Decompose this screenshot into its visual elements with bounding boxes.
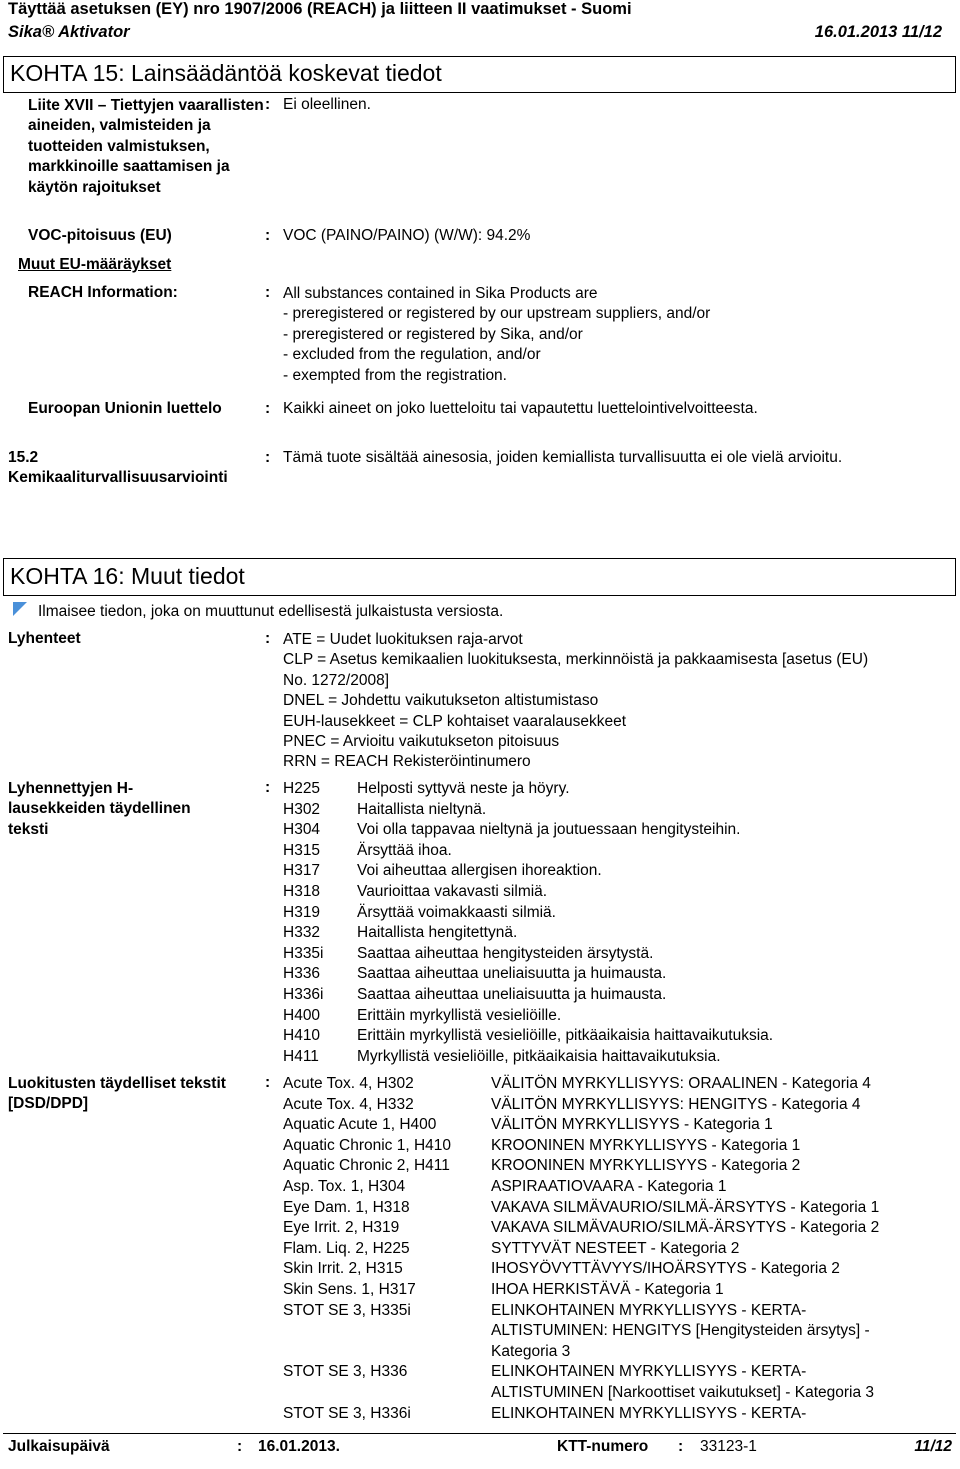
regulation-header: Täyttää asetuksen (EY) nro 1907/2006 (REACH) ja liitteen II vaatimukset - Suomi: [8, 0, 632, 18]
classification-row: [283, 1095, 953, 1116]
classification-text: Kategoria 3: [491, 1342, 571, 1360]
classification-text: ALTISTUMINEN: HENGITYS [Hengitysteiden ärsytys] -: [491, 1322, 870, 1340]
ktt-colon: :: [678, 1438, 684, 1455]
abbr-line: ATE = Uudet luokituksen raja-arvot: [283, 631, 523, 648]
classification-row: [283, 1218, 953, 1239]
h-code: H411: [283, 1047, 319, 1065]
h-code: H335i: [283, 944, 324, 962]
reach-label: REACH Information:: [28, 284, 178, 301]
csa-label: Kemikaaliturvallisuusarviointi: [8, 469, 228, 486]
abbreviations-label: Lyhenteet: [8, 630, 81, 647]
h-statement-row: [283, 1026, 943, 1047]
h-statement-row: [283, 985, 943, 1006]
h-text: Voi olla tappavaa nieltynä ja joutuessaan hengitysteihin.: [357, 821, 741, 839]
issue-date-label: Julkaisupäivä: [8, 1438, 110, 1455]
classification-row: [283, 1156, 953, 1177]
classification-code: Eye Dam. 1, H318: [283, 1198, 410, 1216]
reach-line: - exempted from the registration.: [283, 366, 507, 384]
h-statement-row: [283, 882, 943, 903]
abbr-line: CLP = Asetus kemikaalien luokituksesta, merkinnöistä ja pakkaamisesta [asetus (EU): [283, 651, 869, 669]
classification-code: STOT SE 3, H336i: [283, 1404, 411, 1422]
classification-text: KROONINEN MYRKYLLISYYS - Kategoria 2: [491, 1157, 801, 1175]
classification-text: ALTISTUMINEN [Narkoottiset vaikutukset] - Kategoria 3: [491, 1383, 875, 1401]
h-text: Saattaa aiheuttaa uneliaisuutta ja huimausta.: [357, 965, 667, 983]
classification-code: Acute Tox. 4, H302: [283, 1075, 414, 1092]
classification-code: Flam. Liq. 2, H225: [283, 1239, 410, 1257]
ktt-label: KTT-numero: [557, 1438, 649, 1455]
classification-text: ELINKOHTAINEN MYRKYLLISYYS - KERTA-: [491, 1363, 807, 1381]
annex-xvii-value: Ei oleellinen.: [283, 96, 371, 113]
abbr-line: RRN = REACH Rekisteröintinumero: [283, 753, 531, 771]
h-statements-label: Lyhennettyjen H-lausekkeiden täydellinen teksti: [8, 780, 191, 838]
classification-code: Aquatic Chronic 2, H411: [283, 1157, 450, 1175]
classification-text: ELINKOHTAINEN MYRKYLLISYYS - KERTA-: [491, 1404, 807, 1422]
footer-divider: [3, 1433, 956, 1434]
colon: :: [265, 630, 271, 647]
ktt-number: 33123-1: [700, 1438, 757, 1455]
h-statement-row: [283, 964, 943, 985]
section-16-title: KOHTA 16: Muut tiedot: [10, 563, 245, 589]
h-text: Haitallista nieltynä.: [357, 800, 487, 818]
colon: :: [265, 449, 271, 466]
reach-info: [283, 284, 710, 386]
h-code: H225: [283, 780, 321, 797]
classification-text: ELINKOHTAINEN MYRKYLLISYYS - KERTA-: [491, 1301, 807, 1319]
classification-row: [283, 1074, 953, 1095]
classification-code: Acute Tox. 4, H332: [283, 1095, 414, 1113]
reach-line: All substances contained in Sika Products are: [283, 285, 598, 302]
h-statement-row: [283, 923, 943, 944]
abbr-line: EUH-lausekkeet = CLP kohtaiset vaaralausekkeet: [283, 712, 627, 730]
change-marker-icon: [13, 602, 27, 616]
colon: :: [265, 96, 271, 113]
product-name: Sika® Aktivator: [8, 23, 130, 41]
h-code: H332: [283, 924, 321, 942]
classification-row: [283, 1136, 953, 1157]
h-code: H318: [283, 883, 321, 900]
h-statement-row: [283, 800, 943, 821]
classification-row: [283, 1115, 953, 1136]
h-statement-row: [283, 1006, 943, 1027]
h-code: H315: [283, 841, 321, 859]
h-code: H400: [283, 1006, 321, 1024]
h-text: Erittäin myrkyllistä vesieliöille, pitkäaikaisia haittavaikutuksia.: [357, 1027, 774, 1045]
h-text: Myrkyllistä vesieliöille, pitkäaikaisia haittavaikutuksia.: [357, 1047, 721, 1065]
classification-code: STOT SE 3, H336: [283, 1363, 408, 1381]
classification-code: Asp. Tox. 1, H304: [283, 1178, 406, 1195]
h-statement-row: [283, 944, 943, 965]
page-number: 11/12: [914, 1438, 952, 1455]
eu-inventory-value: Kaikki aineet on joko luetteloitu tai vapautettu luettelointivelvoitteesta.: [283, 400, 758, 417]
reach-line: - preregistered or registered by Sika, and/or: [283, 325, 583, 343]
classification-text: SYTTYVÄT NESTEET - Kategoria 2: [491, 1239, 740, 1257]
h-code: H336: [283, 965, 321, 983]
annex-xvii-label: Liite XVII – Tiettyjen vaarallisten aineiden, valmisteiden ja tuotteiden valmistuksen, markkinoille saattamisen ja käytön rajoitukset: [28, 97, 264, 196]
classifications-label: Luokitusten täydelliset tekstit [DSD/DPD]: [8, 1075, 226, 1113]
h-code: H317: [283, 862, 321, 880]
section-15-title-box: [3, 56, 956, 93]
section-16-title-box: [3, 558, 956, 596]
h-statement-row: [283, 861, 943, 882]
h-text: Erittäin myrkyllistä vesieliöille.: [357, 1006, 562, 1024]
change-note: Ilmaisee tiedon, joka on muuttunut edellisestä julkaistusta versiosta.: [38, 603, 504, 620]
h-text: Helposti syttyvä neste ja höyry.: [357, 780, 570, 797]
classification-text: VÄLITÖN MYRKYLLISYYS - Kategoria 1: [491, 1116, 773, 1134]
classification-row: [283, 1177, 953, 1198]
abbr-line: PNEC = Arvioitu vaikutukseton pitoisuus: [283, 733, 560, 751]
abbreviations-list: [283, 630, 868, 773]
h-code: H336i: [283, 986, 324, 1003]
classification-code: Skin Sens. 1, H317: [283, 1281, 416, 1298]
classification-row: [283, 1301, 953, 1363]
h-text: Saattaa aiheuttaa hengitysteiden ärsytystä.: [357, 944, 654, 962]
classification-text: VAKAVA SILMÄVAURIO/SILMÄ-ÄRSYTYS - Kategoria 1: [491, 1198, 880, 1216]
h-text: Haitallista hengitettynä.: [357, 924, 518, 942]
h-text: Vaurioittaa vakavasti silmiä.: [357, 883, 548, 900]
classification-row: [283, 1404, 953, 1425]
reach-line: - preregistered or registered by our upstream suppliers, and/or: [283, 305, 711, 323]
classification-text: IHOSYÖVYTTÄVYYS/IHOÄRSYTYS - Kategoria 2: [491, 1260, 840, 1278]
header-date-page: 16.01.2013 11/12: [814, 23, 942, 41]
h-code: H304: [283, 821, 321, 839]
issue-date-value: 16.01.2013.: [258, 1438, 340, 1455]
abbr-line: No. 1272/2008]: [283, 671, 390, 689]
h-code: H319: [283, 903, 321, 921]
csa-number: 15.2: [8, 449, 39, 466]
classification-row: [283, 1198, 953, 1219]
reach-line: - excluded from the regulation, and/or: [283, 346, 541, 364]
colon: :: [265, 1074, 271, 1091]
classification-row: [283, 1259, 953, 1280]
section-15-title: KOHTA 15: Lainsäädäntöä koskevat tiedot: [10, 60, 442, 86]
h-statement-row: [283, 820, 943, 841]
h-text: Ärsyttää ihoa.: [357, 841, 452, 859]
h-text: Ärsyttää voimakkaasti silmiä.: [357, 903, 556, 921]
classification-text: ASPIRAATIOVAARA - Kategoria 1: [491, 1178, 727, 1195]
h-statement-row: [283, 903, 943, 924]
h-text: Saattaa aiheuttaa uneliaisuutta ja huimausta.: [357, 986, 667, 1003]
classification-code: Aquatic Acute 1, H400: [283, 1116, 437, 1134]
other-eu-regulations-title: Muut EU-määräykset: [18, 256, 172, 273]
voc-value: VOC (PAINO/PAINO) (W/W): 94.2%: [283, 227, 531, 244]
classification-code: Eye Irrit. 2, H319: [283, 1219, 400, 1237]
colon: :: [265, 284, 271, 301]
csa-value: Tämä tuote sisältää ainesosia, joiden kemiallista turvallisuutta ei ole vielä arvioitu.: [283, 449, 843, 466]
colon: :: [265, 227, 271, 244]
colon: :: [265, 779, 271, 796]
voc-label: VOC-pitoisuus (EU): [28, 227, 172, 244]
classification-text: IHOA HERKISTÄVÄ - Kategoria 1: [491, 1281, 724, 1298]
classification-row: [283, 1280, 953, 1301]
issue-date-colon: :: [237, 1438, 243, 1455]
h-statement-row: [283, 779, 943, 800]
abbr-line: DNEL = Johdettu vaikutukseton altistumistaso: [283, 692, 599, 710]
classification-code: Aquatic Chronic 1, H410: [283, 1136, 452, 1154]
h-statement-row: [283, 1047, 943, 1068]
classification-text: VAKAVA SILMÄVAURIO/SILMÄ-ÄRSYTYS - Kategoria 2: [491, 1219, 880, 1237]
classification-row: [283, 1362, 953, 1403]
classification-row: [283, 1239, 953, 1260]
colon: :: [265, 400, 271, 417]
classification-text: KROONINEN MYRKYLLISYYS - Kategoria 1: [491, 1136, 801, 1154]
h-text: Voi aiheuttaa allergisen ihoreaktion.: [357, 862, 602, 880]
classification-text: VÄLITÖN MYRKYLLISYYS: HENGITYS - Kategoria 4: [491, 1095, 861, 1113]
classification-text: VÄLITÖN MYRKYLLISYYS: ORAALINEN - Kategoria 4: [491, 1075, 871, 1092]
h-code: H302: [283, 800, 321, 818]
eu-inventory-label: Euroopan Unionin luettelo: [28, 400, 222, 417]
classification-code: Skin Irrit. 2, H315: [283, 1260, 403, 1278]
classification-code: STOT SE 3, H335i: [283, 1301, 411, 1319]
h-statement-row: [283, 841, 943, 862]
h-code: H410: [283, 1027, 321, 1045]
